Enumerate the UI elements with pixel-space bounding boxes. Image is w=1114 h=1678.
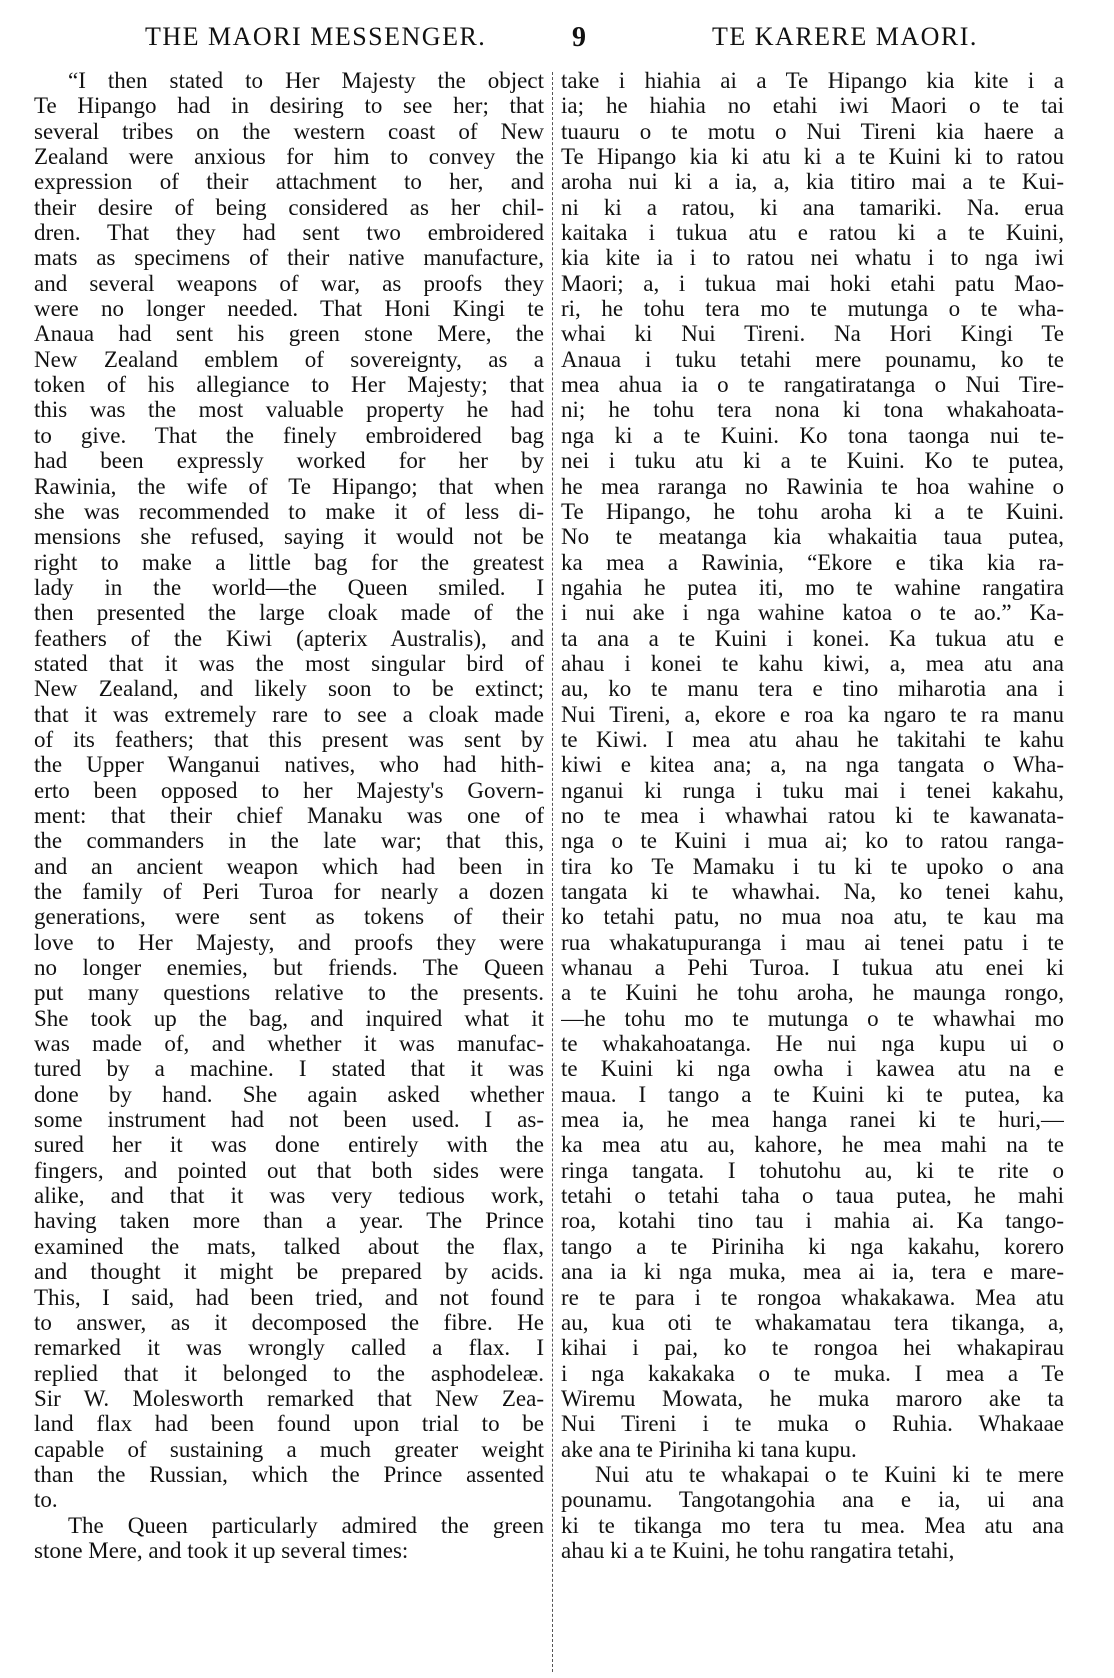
maori-column <box>561 68 1064 1563</box>
text-line: replied that it belonged to the asphodeleæ. <box>34 1360 544 1386</box>
text-line: kiwi e kitea ana; a, na nga tangata o Wha- <box>561 752 1064 778</box>
text-line: au, ko te manu tera e tino miharotia ana i <box>561 676 1064 702</box>
text-line: Rawinia, the wife of Te Hipango; that when <box>34 473 544 499</box>
text-line: a te Kuini he tohu aroha, he maunga rongo, <box>561 980 1064 1006</box>
text-line: No te meatanga kia whakaitia taua putea, <box>561 524 1064 550</box>
maori-masthead: TE KARERE MAORI. <box>712 22 978 51</box>
text-line: nga ki a te Kuini. Ko tona taonga nui te- <box>561 422 1064 448</box>
text-line: right to make a little bag for the greatest <box>34 549 544 575</box>
text-line: Wiremu Mowata, he muka maroro ake ta <box>561 1385 1064 1411</box>
text-line: take i hiahia ai a Te Hipango kia kite i a <box>561 68 1064 93</box>
text-line: of its feathers; that this present was sent by <box>34 726 544 752</box>
text-line: examined the mats, talked about the flax, <box>34 1233 544 1259</box>
text-line: ia; he hiahia no etahi iwi Maori o te tai <box>561 93 1064 119</box>
text-line: lady in the world—the Queen smiled. I <box>34 574 544 600</box>
text-line: nga o te Kuini i mua ai; ko to ratou ranga- <box>561 828 1064 854</box>
text-line: mea ia, he mea hanga ranei ki te huri,— <box>561 1107 1064 1133</box>
text-line: New Zealand emblem of sovereignty, as a <box>34 346 544 372</box>
text-line: whanau a Pehi Turoa. I tukua atu enei ki <box>561 955 1064 981</box>
text-line: nei i tuku atu ki a te Kuini. Ko te putea, <box>561 448 1064 474</box>
text-line: and an ancient weapon which had been in <box>34 853 544 879</box>
text-line: pounamu. Tangotangohia ana e ia, ui ana <box>561 1487 1064 1513</box>
text-line: alike, and that it was very tedious work, <box>34 1183 544 1209</box>
text-line: kihai i pai, ko te rongoa hei whakapirau <box>561 1335 1064 1361</box>
english-masthead: THE MAORI MESSENGER. <box>145 22 487 51</box>
text-line: dren. That they had sent two embroidered <box>34 220 544 246</box>
page-header <box>40 22 1074 62</box>
text-line: “I then stated to Her Majesty the object <box>68 68 544 93</box>
text-line: Maori; a, i tukua mai hoki etahi patu Mao- <box>561 270 1064 296</box>
text-line: and several weapons of war, as proofs they <box>34 270 544 296</box>
text-line: to answer, as it decomposed the fibre. He <box>34 1309 544 1335</box>
text-line: ahau i konei te kahu kiwi, a, mea atu ana <box>561 650 1064 676</box>
text-line: Nui atu te whakapai o te Kuini ki te mere <box>595 1461 1064 1487</box>
text-line: then presented the large cloak made of the <box>34 600 544 626</box>
text-line: were no longer needed. That Honi Kingi te <box>34 296 544 322</box>
text-line: feathers of the Kiwi (apterix Australis), and <box>34 625 544 651</box>
text-line: ana ia ki nga muka, mea ai ia, tera e mare- <box>561 1259 1064 1285</box>
text-line: ki te tikanga mo tera tu mea. Mea atu ana <box>561 1512 1064 1538</box>
text-line: She took up the bag, and inquired what it <box>34 1005 544 1031</box>
text-line: ka mea a Rawinia, “Ekore e tika kia ra- <box>561 549 1064 575</box>
text-line: Te Hipango, he tohu aroha ki a te Kuini. <box>561 498 1064 524</box>
text-line: sured her it was done entirely with the <box>34 1132 544 1158</box>
text-line: te Kiwi. I mea atu ahau he takitahi te kahu <box>561 726 1064 752</box>
text-line: The Queen particularly admired the green <box>68 1512 544 1538</box>
text-line: Anaua i tuku tetahi mere pounamu, ko te <box>561 346 1064 372</box>
text-line: re te para i te rongoa whakakawa. Mea atu <box>561 1284 1064 1310</box>
text-line: maua. I tango a te Kuini ki te putea, ka <box>561 1081 1064 1107</box>
text-line: kaitaka i tukua atu e ratou ki a te Kuini, <box>561 220 1064 246</box>
text-line: New Zealand, and likely soon to be extinct; <box>34 676 544 702</box>
text-line: ka mea atu au, kahore, he mea mahi na te <box>561 1132 1064 1158</box>
text-line: Sir W. Molesworth remarked that New Zea- <box>34 1385 544 1411</box>
text-line: no te mea i whawhai ratou ki te kawanata- <box>561 802 1064 828</box>
text-line: i nui ake i nga wahine katoa o te ao.” Ka- <box>561 600 1064 626</box>
text-line: tuauru o te motu o Nui Tireni kia haere a <box>561 118 1064 144</box>
text-line: had been expressly worked for her by <box>34 448 544 474</box>
text-line: stated that it was the most singular bird of <box>34 650 544 676</box>
text-line: put many questions relative to the presents. <box>34 980 544 1006</box>
text-line: te Kuini ki nga owha i kawea atu na e <box>561 1056 1064 1082</box>
text-line: rua whakatupuranga i mau ai tenei patu i te <box>561 929 1064 955</box>
text-line: that it was extremely rare to see a cloak made <box>34 701 544 727</box>
text-line: te whakahoatanga. He nui nga kupu ui o <box>561 1031 1064 1057</box>
text-line: stone Mere, and took it up several times: <box>34 1537 409 1563</box>
text-line: was made of, and whether it was manufac- <box>34 1031 544 1057</box>
column-divider <box>552 72 553 1672</box>
page-number: 9 <box>572 22 588 53</box>
text-line: i nga kakakaka o te muka. I mea a Te <box>561 1360 1064 1386</box>
text-line: he mea raranga no Rawinia te hoa wahine o <box>561 473 1064 499</box>
text-line: some instrument had not been used. I as- <box>34 1107 544 1133</box>
text-line: land flax had been found upon trial to be <box>34 1411 544 1437</box>
text-line: fingers, and pointed out that both sides were <box>34 1157 544 1183</box>
text-line: their desire of being considered as her chil- <box>34 194 544 220</box>
text-line: several tribes on the western coast of New <box>34 118 544 144</box>
text-line: having taken more than a year. The Prince <box>34 1208 544 1234</box>
text-line: erto been opposed to her Majesty's Govern- <box>34 777 544 803</box>
text-line: this was the most valuable property he had <box>34 397 544 423</box>
text-line: token of his allegiance to Her Majesty; that <box>34 372 544 398</box>
text-line: tetahi o tetahi taha o taua putea, he mahi <box>561 1183 1064 1209</box>
text-line: expression of their attachment to her, and <box>34 169 544 195</box>
text-line: remarked it was wrongly called a flax. I <box>34 1335 544 1361</box>
text-line: nganui ki runga i tuku mai i tenei kakahu, <box>561 777 1064 803</box>
text-line: love to Her Majesty, and proofs they were <box>34 929 544 955</box>
text-line: kia kite ia i to ratou nei whatu i to nga iwi <box>561 245 1064 271</box>
text-line: Zealand were anxious for him to convey the <box>34 144 544 170</box>
text-line: tango a te Piriniha ki nga kakahu, korero <box>561 1233 1064 1259</box>
text-line: tangata ki te whawhai. Na, ko tenei kahu, <box>561 879 1064 904</box>
text-line: ake ana te Piriniha ki tana kupu. <box>561 1436 857 1462</box>
text-line: the commanders in the late war; that this, <box>34 828 544 854</box>
text-line: ta ana a te Kuini i konei. Ka tukua atu e <box>561 625 1064 651</box>
text-line: ni; he tohu tera nona ki tona whakahoata- <box>561 397 1064 423</box>
text-line: she was recommended to make it of less di- <box>34 498 544 524</box>
text-line: tured by a machine. I stated that it was <box>34 1056 544 1082</box>
text-line: the Upper Wanganui natives, who had hith- <box>34 752 544 778</box>
text-line: Te Hipango had in desiring to see her; that <box>34 93 544 119</box>
text-line: au, kua oti te whakamatau tera tikanga, a, <box>561 1309 1064 1335</box>
text-line: ngahia he putea iti, mo te wahine rangatira <box>561 574 1064 600</box>
text-line: capable of sustaining a much greater weight <box>34 1436 544 1462</box>
text-line: mea ahua ia o te rangatiratanga o Nui Tire- <box>561 372 1064 398</box>
text-line: Nui Tireni i te muka o Ruhia. Whakaae <box>561 1411 1064 1437</box>
english-column <box>34 68 544 1563</box>
text-line: than the Russian, which the Prince assented <box>34 1461 544 1487</box>
text-line: to. <box>34 1487 58 1513</box>
text-line: ahau ki a te Kuini, he tohu rangatira tetahi, <box>561 1537 955 1563</box>
text-line: Anaua had sent his green stone Mere, the <box>34 321 544 347</box>
text-line: ringa tangata. I tohutohu au, ki te rite o <box>561 1157 1064 1183</box>
text-line: This, I said, had been tried, and not found <box>34 1284 544 1310</box>
text-line: mats as specimens of their native manufacture, <box>34 245 544 271</box>
text-line: ni ki a ratou, ki ana tamariki. Na. erua <box>561 194 1064 220</box>
text-line: mensions she refused, saying it would not be <box>34 524 544 550</box>
text-line: —he tohu mo te mutunga o te whawhai mo <box>561 1005 1064 1031</box>
text-line: the family of Peri Turoa for nearly a dozen <box>34 879 544 904</box>
text-line: and thought it might be prepared by acids. <box>34 1259 544 1285</box>
text-line: whai ki Nui Tireni. Na Hori Kingi Te <box>561 321 1064 347</box>
text-line: ment: that their chief Manaku was one of <box>34 802 544 828</box>
text-line: no longer enemies, but friends. The Queen <box>34 955 544 981</box>
text-line: Te Hipango kia ki atu ki a te Kuini ki to ratou <box>561 144 1064 170</box>
text-line: aroha nui ki a ia, a, kia titiro mai a te Kui- <box>561 169 1064 195</box>
text-line: done by hand. She again asked whether <box>34 1081 544 1107</box>
text-line: generations, were sent as tokens of their <box>34 904 544 930</box>
text-line: roa, kotahi tino tau i mahia ai. Ka tango- <box>561 1208 1064 1234</box>
text-line: ko tetahi patu, no mua noa atu, te kau ma <box>561 904 1064 930</box>
text-line: to give. That the finely embroidered bag <box>34 422 544 448</box>
text-line: Nui Tireni, a, ekore e roa ka ngaro te ra manu <box>561 701 1064 727</box>
text-line: ri, he tohu tera mo te mutunga o te wha- <box>561 296 1064 322</box>
text-line: tira ko Te Mamaku i tu ki te upoko o ana <box>561 853 1064 879</box>
